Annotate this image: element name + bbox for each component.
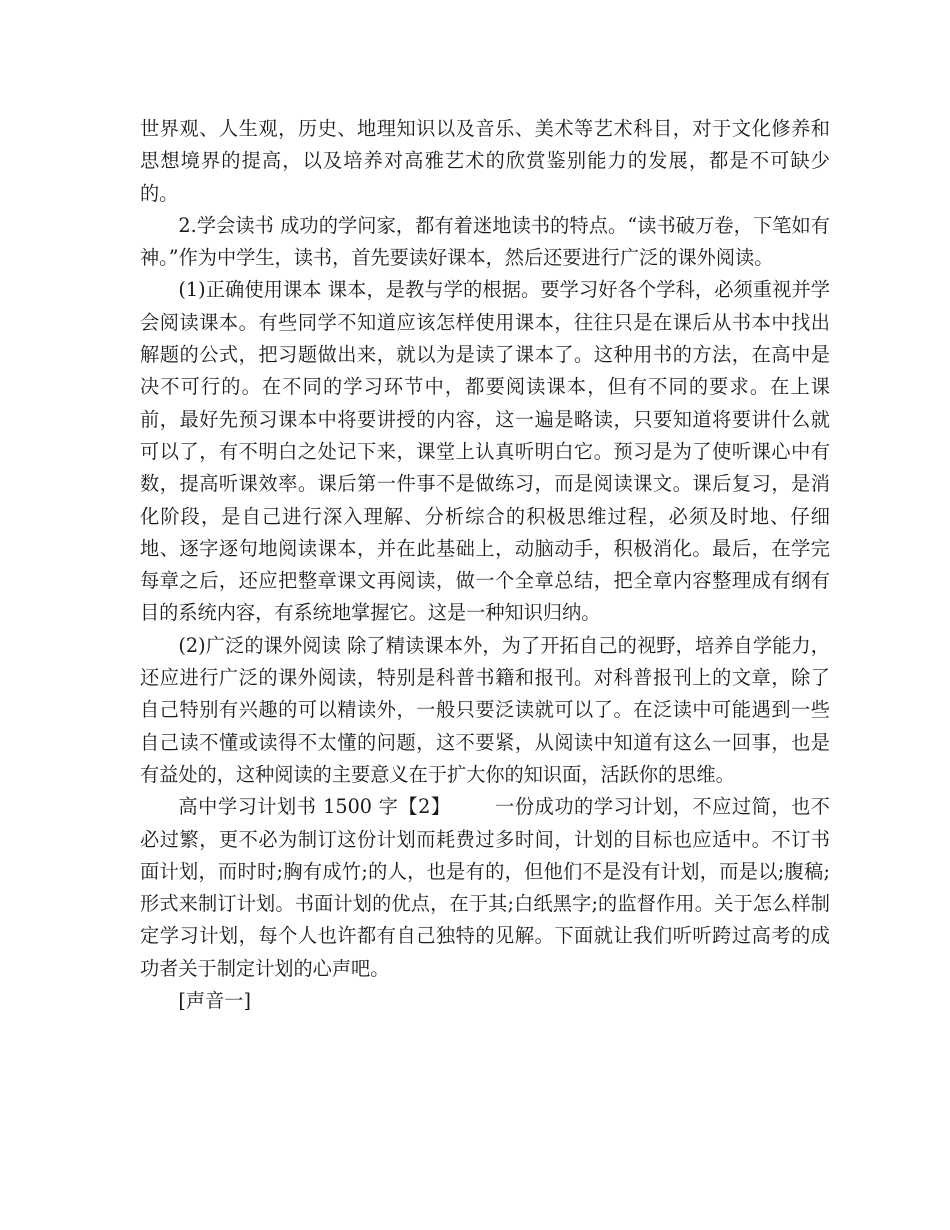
paragraph-learn-to-read: 2.学会读书 成功的学问家，都有着迷地读书的特点。“读书破万卷，下笔如有神。”作为中学生，读书，首先要读好课本，然后还要进行广泛的课外阅读。: [140, 213, 830, 270]
paragraph-study-plan: [140, 791, 830, 985]
paragraph-continuation: 世界观、人生观，历史、地理知识以及音乐、美术等艺术科目，对于文化修养和思想境界的提高，以及培养对高雅艺术的欣赏鉴别能力的发展，都是不可缺少的。: [140, 117, 830, 205]
paragraph-use-textbook: (1)正确使用课本 课本，是教与学的根据。要学习好各个学科，必须重视并学会阅读课本。有些同学不知道应该怎样使用课本，往往只是在课后从书本中找出解题的公式，把习题做出来，就以为是读了课本了。这种用书的方法，在高中是决不可行的。在不同的学习环节中，都要阅读课本，但有不同的要求。在上课前，最好先预习课本中将要讲授的内容，这一遍是略读，只要知道将要讲什么就可以了，有不明白之处记下来，课堂上认真听明白它。预习是为了使听课心中有数，提高听课效率。课后第一件事不是做练习，而是阅读课文。课后复习，是消化阶段，是自己进行深入理解、分析综合的积极思维过程，必须及时地、仔细地、逐字逐句地阅读课本，并在此基础上，动脑动手，积极消化。最后，在学完每章之后，还应把整章课文再阅读，做一个全章总结，把全章内容整理成有纲有目的系统内容，有系统地掌握它。这是一种知识归纳。: [140, 278, 830, 625]
paragraph-voice-one: [声音一]: [178, 989, 251, 1013]
document-page: [140, 113, 830, 1017]
paragraph-extracurricular-reading: (2)广泛的课外阅读 除了精读课本外，为了开拓自己的视野，培养自学能力，还应进行广泛的课外阅读，特别是科普书籍和报刊。对科普报刊上的文章，除了自己特别有兴趣的可以精读外，一般只要泛读就可以了。在泛读中可能遇到一些自己读不懂或读得不太懂的问题，这不要紧，从阅读中知道有这么一回事，也是有益处的，这种阅读的主要意义在于扩大你的知识面，活跃你的思维。: [140, 633, 830, 786]
section-heading: 高中学习计划书 1500 字【2】: [178, 795, 451, 819]
paragraph-study-plan-text: 一份成功的学习计划，不应过简，也不必过繁，更不必为制订这份计划而耗费过多时间，计划的目标也应适中。不订书面计划，而时时;胸有成竹;的人，也是有的，但他们不是没有计划，而是以;腹稿;形式来制订计划。书面计划的优点，在于其;白纸黑字;的监督作用。关于怎么样制定学习计划，每个人也许都有自己独特的见解。下面就让我们听听跨过高考的成功者关于制定计划的心声吧。: [140, 795, 830, 980]
